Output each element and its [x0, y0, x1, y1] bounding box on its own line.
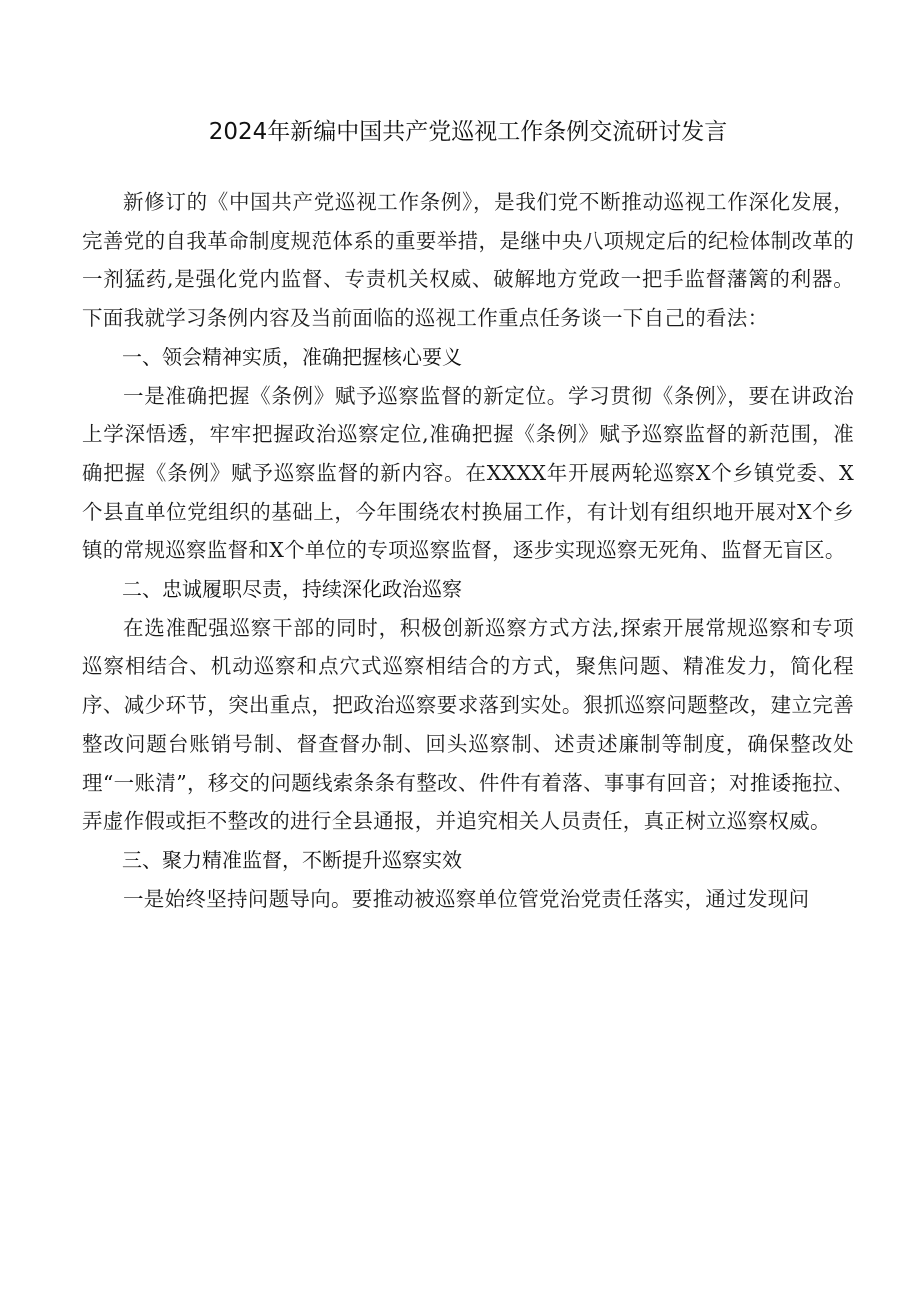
document-body [82, 183, 854, 918]
paragraph-section-2: 在选准配强巡察干部的同时，积极创新巡察方式方法,探索开展常规巡察和专项巡察相结合、机动巡察和点穴式巡察相结合的方式，聚焦问题、精准发力，简化程序、减少环节，突出重点，把政治巡察要求落到实处。狠抓巡察问题整改，建立完善整改问题台账销号制、督查督办制、回头巡察制、述责述廉制等制度，确保整改处理“一账清”，移交的问题线索条条有整改、件件有着落、事事有回音；对推诿拖拉、弄虚作假或拒不整改的进行全县通报，并追究相关人员责任，真正树立巡察权威。 [82, 615, 854, 834]
section-heading-1: 一、领会精神实质，准确把握核心要义 [122, 344, 462, 369]
paragraph-section-1: 一是准确把握《条例》赋予巡察监督的新定位。学习贯彻《条例》，要在讲政治上学深悟透，牢牢把握政治巡察定位,准确把握《条例》赋予巡察监督的新范围，准确把握《条例》赋予巡察监督的新内容。在XXXX年开展两轮巡察X个乡镇党委、X个县直单位党组织的基础上，今年围绕农村换届工作，有计划有组织地开展对X个乡镇的常规巡察监督和X个单位的专项巡察监督，逐步实现巡察无死角、监督无盲区。 [82, 383, 854, 563]
document-title: 2024年新编中国共产党巡视工作条例交流研讨发言 [208, 119, 728, 145]
paragraph-intro: 新修订的《中国共产党巡视工作条例》，是我们党不断推动巡视工作深化发展，完善党的自我革命制度规范体系的重要举措，是继中央八项规定后的纪检体制改革的一剂猛药,是强化党内监督、专责机关权威、破解地方党政一把手监督藩篱的利器。下面我就学习条例内容及当前面临的巡视工作重点任务谈一下自己的看法： [82, 190, 854, 331]
paragraph-section-3: 一是始终坚持问题导向。要推动被巡察单位管党治党责任落实，通过发现问 [123, 886, 810, 911]
section-heading-2: 二、忠诚履职尽责，持续深化政治巡察 [122, 577, 462, 602]
section-heading-3: 三、聚力精准监督，不断提升巡察实效 [122, 847, 462, 872]
